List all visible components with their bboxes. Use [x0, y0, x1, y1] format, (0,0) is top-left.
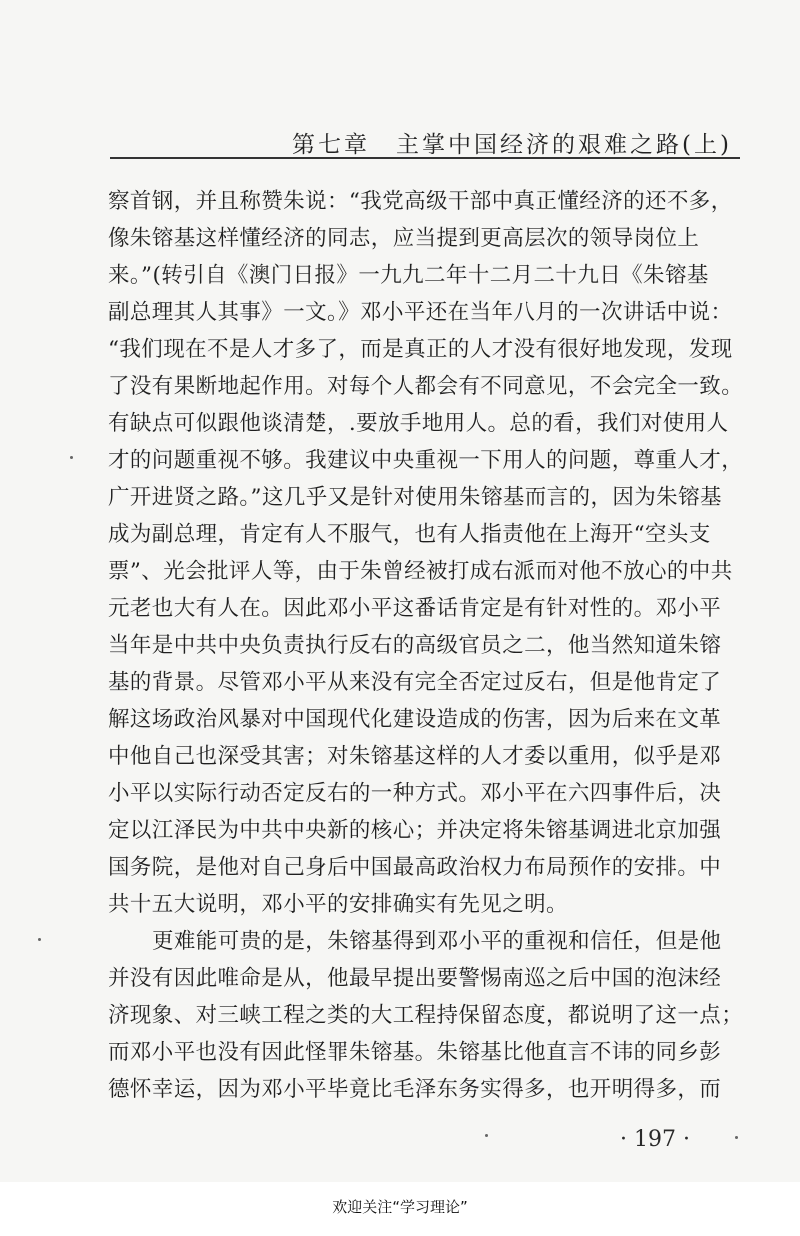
text-line: 成为副总理，肯定有人不服气，也有人指责他在上海开“空头支: [108, 522, 711, 547]
chapter-title: 第七章 主掌中国经济的艰难之路(上): [292, 132, 732, 158]
scan-speck: [485, 1134, 488, 1137]
text-line: 元老也大有人在。因此邓小平这番话肯定是有针对性的。邓小平: [108, 596, 722, 621]
page-number: · 197 ·: [620, 1127, 690, 1152]
text-line: 解这场政治风暴对中国现代化建设造成的伤害，因为后来在文革: [108, 707, 722, 732]
running-header: [110, 118, 740, 158]
body-text: [108, 183, 744, 1108]
text-line: “我们现在不是人才多了，而是真正的人才没有很好地发现，发现: [108, 337, 733, 362]
text-line: 察首钢，并且称赞朱说：“我党高级干部中真正懂经济的还不多，: [108, 189, 733, 214]
text-line: 基的背景。尽管邓小平从来没有完全否定过反右，但是他肯定了: [108, 670, 722, 695]
text-line: 定以江泽民为中共中央新的核心；并决定将朱镕基调进北京加强: [108, 818, 722, 843]
text-line: 并没有因此唯命是从，他最早提出要警惕南巡之后中国的泡沫经: [108, 966, 722, 991]
footer-caption: 欢迎关注“学习理论”: [332, 1198, 468, 1216]
text-line: 小平以实际行动否定反右的一种方式。邓小平在六四事件后，决: [108, 781, 722, 806]
text-line: 票”、光会批评人等，由于朱曾经被打成右派而对他不放心的中共: [108, 559, 733, 584]
text-line: 中他自己也深受其害；对朱镕基这样的人才委以重用，似乎是邓: [108, 744, 722, 769]
scan-speck: [38, 938, 41, 941]
text-line: 济现象、对三峡工程之类的大工程持保留态度，都说明了这一点；: [108, 1003, 744, 1028]
text-line: 有缺点可似跟他谈清楚，.要放手地用人。总的看，我们对使用人: [108, 411, 729, 436]
text-line: 广开进贤之路。”这几乎又是针对使用朱镕基而言的，因为朱镕基: [108, 485, 722, 510]
text-line: 副总理其人其事》一文。》邓小平还在当年八月的一次讲话中说：: [108, 300, 733, 325]
text-line: 当年是中共中央负责执行反右的高级官员之二，他当然知道朱镕: [108, 633, 722, 658]
text-line: 才的问题重视不够。我建议中央重视一下用人的问题，尊重人才，: [108, 448, 744, 473]
scan-speck: [70, 456, 73, 459]
paragraph-first-line: 更难能可贵的是，朱镕基得到邓小平的重视和信任，但是他: [152, 929, 722, 954]
text-line: 共十五大说明，邓小平的安排确实有先见之明。: [108, 892, 568, 917]
text-line: 了没有果断地起作用。对每个人都会有不同意见，不会完全一致。: [108, 374, 744, 399]
text-line: 国务院，是他对自己身后中国最高政治权力布局预作的安排。中: [108, 855, 722, 880]
text-line: 来。”(转引自《澳门日报》一九九二年十二月二十九日《朱镕基: [108, 263, 709, 288]
text-line: 而邓小平也没有因此怪罪朱镕基。朱镕基比他直言不讳的同乡彭: [108, 1040, 722, 1065]
text-line: 像朱镕基这样懂经济的同志，应当提到更高层次的领导岗位上: [108, 226, 700, 251]
scan-speck: [735, 1136, 738, 1139]
text-line: 德怀幸运，因为邓小平毕竟比毛泽东务实得多，也开明得多，而: [108, 1077, 722, 1102]
header-divider: [110, 157, 740, 159]
